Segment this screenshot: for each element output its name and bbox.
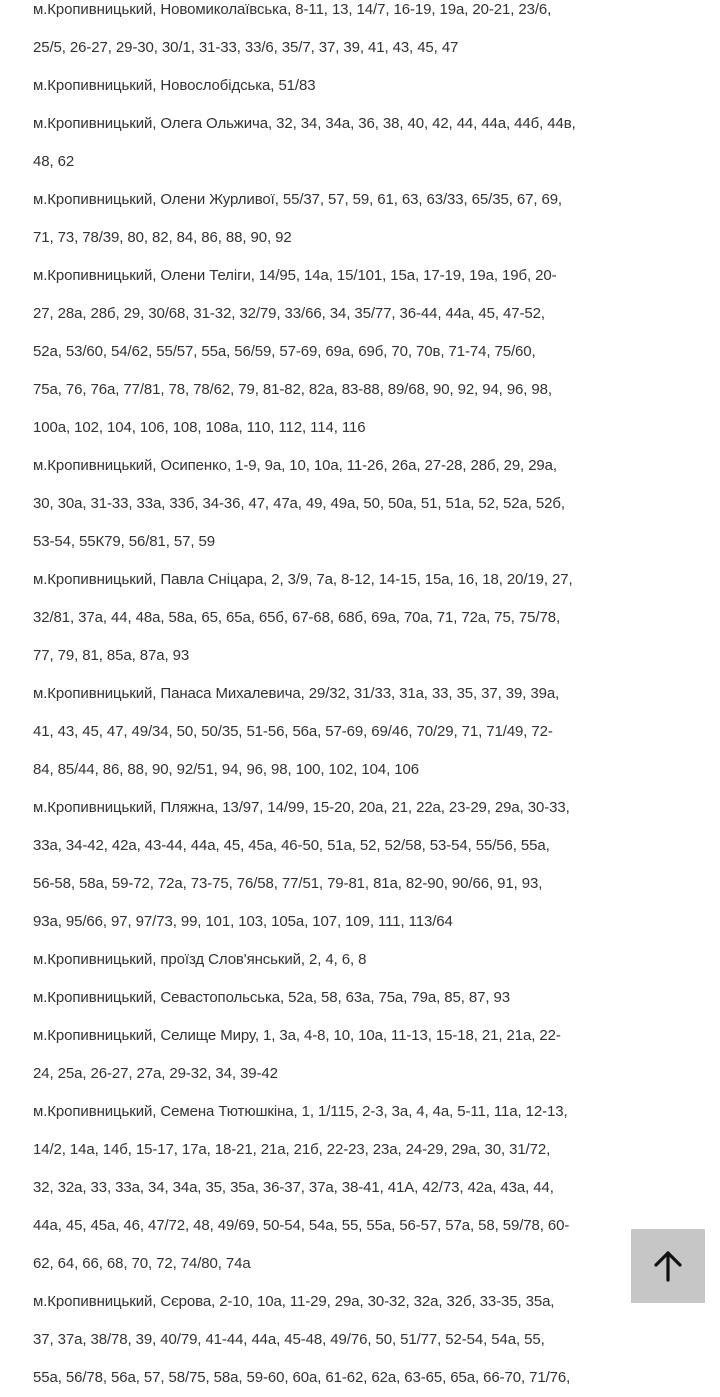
arrow-up-icon — [651, 1249, 685, 1283]
address-entry: м.Кропивницький, Павла Сніцара, 2, 3/9, 7а, 8-12, 14-15, 15а, 16, 18, 20/19, 27, 32/81, 37а, 44, 48а, 58а, 65, 65а, 65б, 67-68, 68б, 69а, 70а, 71, 72а, 75, 75/78, 77, 79, 81, 85а, 87а, 93 — [33, 571, 573, 664]
address-entry: м.Кропивницький, Пляжна, 13/97, 14/99, 15-20, 20а, 21, 22а, 23-29, 29а, 30-33, 33а, 34-42, 42а, 43-44, 44а, 45, 45а, 46-50, 51а, 52, 52/58, 53-54, 55/56, 55а, 56-58, 58а, 59-72, 72а, 73-75, 76/58, 77/51, 79-81, 81а, 82-90, 90/66, 91, 93, 93а, 95/66, 97, 97/73, 99, 101, 103, 105а, 107, 109, 111, 113/64 — [33, 799, 570, 930]
address-entry: м.Кропивницький, проїзд Слов'янський, 2, 4, 6, 8 — [33, 951, 367, 968]
address-entry: м.Кропивницький, Осипенко, 1-9, 9а, 10, 10а, 11-26, 26а, 27-28, 28б, 29, 29а, 30, 30а, 31-33, 33а, 33б, 34-36, 47, 47а, 49, 49а, 50, 50а, 51, 51а, 52, 52а, 52б, 53-54, 55К79, 56/81, 57, 59 — [33, 457, 565, 550]
address-entry: м.Кропивницький, Селище Миру, 1, 3а, 4-8, 10, 10а, 11-13, 15-18, 21, 21а, 22- 24, 25а, 26-27, 27а, 29-32, 34, 39-42 — [33, 1027, 561, 1082]
address-entry: м.Кропивницький, Панаса Михалевича, 29/32, 31/33, 31а, 33, 35, 37, 39, 39а, 41, 43, 45, 47, 49/34, 50, 50/35, 51-56, 56а, 57-69, 69/46, 70/29, 71, 71/49, 72- 84, 85/44, 86, 88, 90, 92/51, 94, 96, 98, 100, 102, 104, 106 — [33, 685, 560, 778]
address-entry: м.Кропивницький, Семена Тютюшкіна, 1, 1/115, 2-3, 3а, 4, 4а, 5-11, 11а, 12-13, 14/2, 14а, 14б, 15-17, 17а, 18-21, 21а, 21б, 22-23, 23а, 24-29, 29а, 30, 31/72, 32, 32а, 33, 33а, 34, 34а, 35, 35а, 36-37, 37а, 38-41, 41А, 42/73, 42а, 43а, 44, 44а, 45, 45а, 46, 47/72, 48, 49/69, 50-54, 54а, 55, 55а, 56-57, 57а, 58, 59/78, 60- 62, 64, 66, 68, 70, 72, 74/80, 74а — [33, 1103, 570, 1272]
address-entry: м.Кропивницький, Новослобідська, 51/83 — [33, 77, 316, 94]
address-entry: м.Кропивницький, Олега Ольжича, 32, 34, 34а, 36, 38, 40, 42, 44, 44а, 44б, 44в, 48, 62 — [33, 115, 576, 170]
address-entry: м.Кропивницький, Олени Журливої, 55/37, 57, 59, 61, 63, 63/33, 65/35, 67, 69, 71, 73, 78/39, 80, 82, 84, 86, 88, 90, 92 — [33, 191, 563, 246]
address-entry: м.Кропивницький, Новомиколаївська, 8-11, 13, 14/7, 16-19, 19а, 20-21, 23/6, 25/5, 26-27, 29-30, 30/1, 31-33, 33/6, 35/7, 37, 39, 41, 43, 45, 47 — [33, 1, 552, 56]
address-entry: м.Кропивницький, Сєрова, 2-10, 10а, 11-29, 29а, 30-32, 32а, 32б, 33-35, 35а, 37, 37а, 38/78, 39, 40/79, 41-44, 44а, 45-48, 49/76, 50, 51/77, 52-54, 54а, 55, 55а, 56/78, 56а, 57, 58/75, 58а, 59-60, 60а, 61-62, 62а, 63-65, 65а, 66-70, 71/76, — [33, 1293, 571, 1386]
address-entry: м.Кропивницький, Олени Теліги, 14/95, 14а, 15/101, 15а, 17-19, 19а, 19б, 20- 27, 28а, 28б, 29, 30/68, 31-32, 32/79, 33/66, 34, 35/77, 36-44, 44а, 45, 47-52, 52а, 53/60, 54/62, 55/57, 55а, 56/59, 57-69, 69а, 69б, 70, 70в, 71-74, 75/60, 75а, 76, 76а, 77/81, 78, 78/62, 79, 81-82, 82а, 83-88, 89/68, 90, 92, 94, 96, 98, 100а, 102, 104, 106, 108, 108а, 110, 112, 114, 116 — [33, 267, 557, 436]
address-entry: м.Кропивницький, Севастопольська, 52а, 58, 63а, 75а, 79а, 85, 87, 93 — [33, 989, 510, 1006]
address-list — [33, 0, 598, 1397]
scroll-to-top-button[interactable] — [631, 1229, 705, 1303]
